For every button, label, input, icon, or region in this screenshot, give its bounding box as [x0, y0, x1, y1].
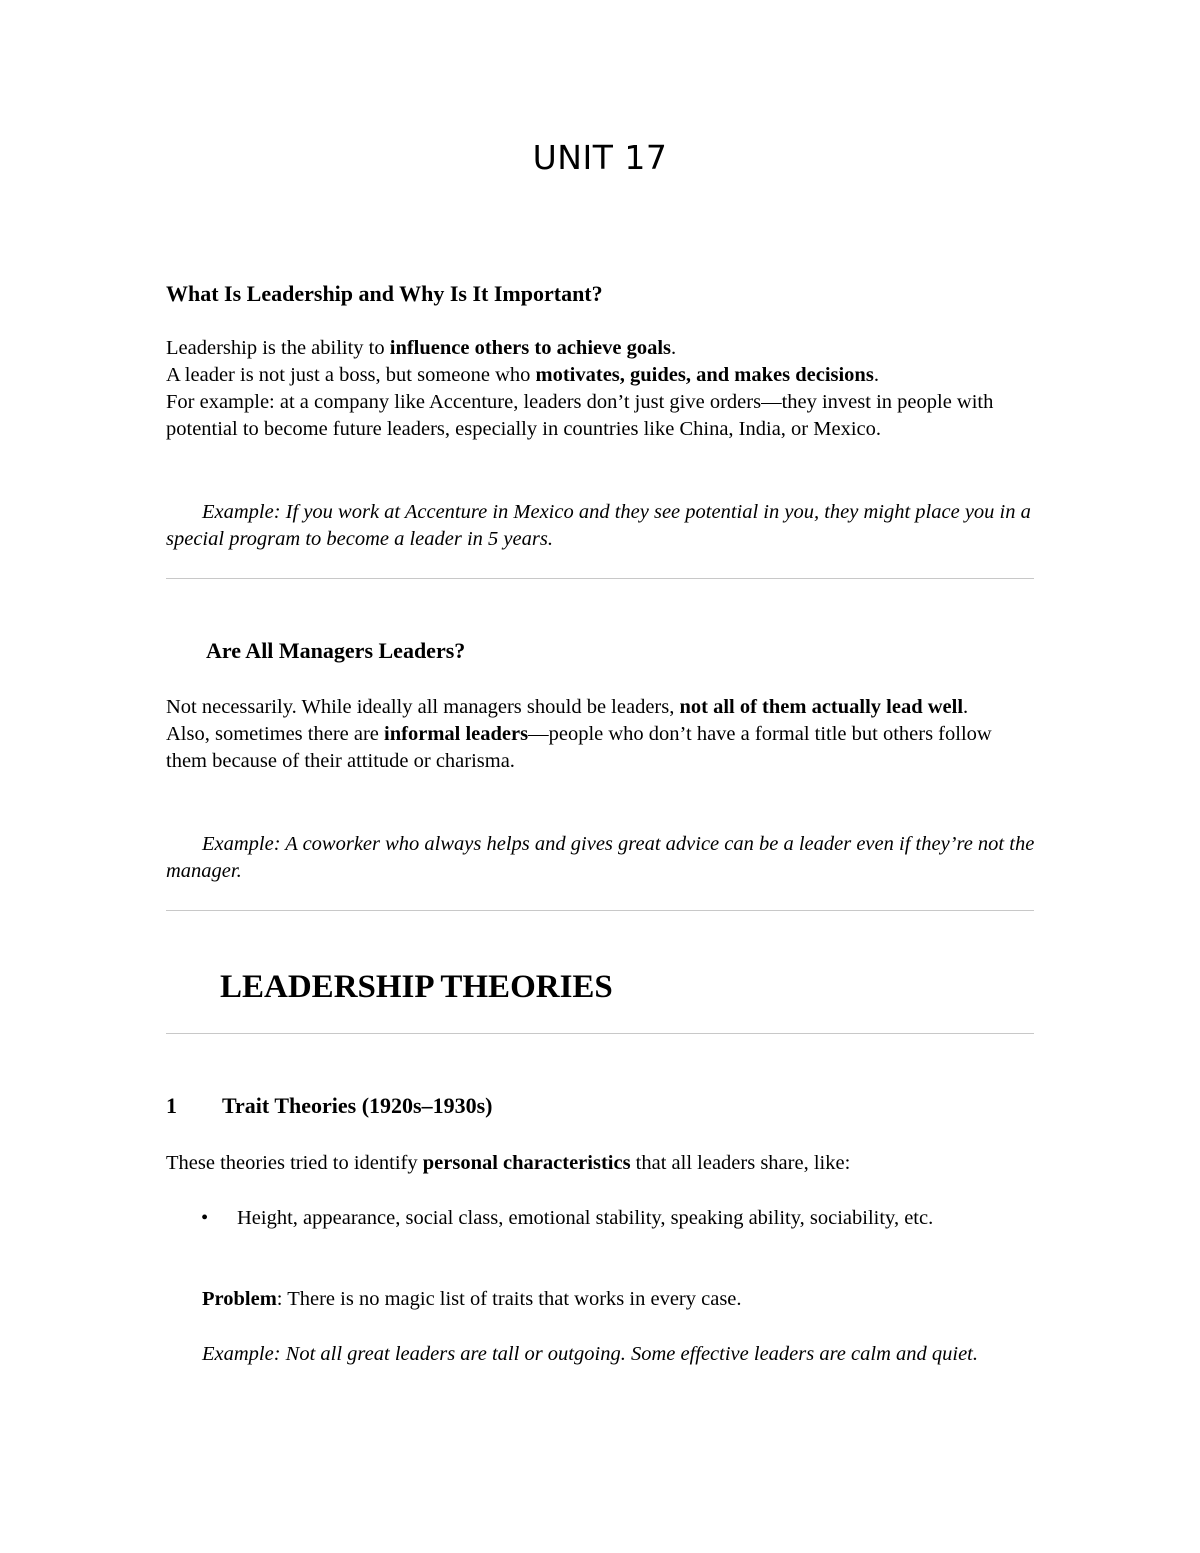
- bold-phrase: personal characteristics: [422, 1152, 631, 1174]
- bold-phrase: informal leaders: [384, 723, 529, 745]
- example-block: [166, 831, 1036, 885]
- bullet-icon: •: [201, 1207, 209, 1229]
- horizontal-rule: [166, 1033, 1034, 1034]
- section-managers-leaders-body: [166, 694, 1036, 775]
- problem-label: Problem: [202, 1288, 277, 1310]
- example-text: Example: A coworker who always helps and gives great advice can be a leader even if they’re not the manager.: [166, 833, 1035, 882]
- section-heading: What Is Leadership and Why Is It Important?: [166, 281, 603, 306]
- paragraph: Leadership is the ability to influence others to achieve goals.: [166, 337, 677, 359]
- horizontal-rule: [166, 910, 1034, 911]
- unit-title: UNIT 17: [532, 138, 668, 177]
- paragraph: Problem: There is no magic list of traits that works in every case.: [202, 1288, 742, 1310]
- section-what-is-leadership: [166, 280, 1036, 308]
- trait-list: [166, 1205, 1036, 1232]
- paragraph: For example: at a company like Accenture, leaders don’t just give orders—they invest in people with potential to become future leaders, especially in countries like China, India, or Mexico.: [166, 391, 994, 440]
- bold-phrase: influence others to achieve goals: [389, 337, 672, 359]
- bold-phrase: motivates, guides, and makes decisions: [535, 364, 874, 386]
- section-heading: Are All Managers Leaders?: [206, 638, 466, 663]
- heading-number: 1: [166, 1093, 177, 1118]
- section-managers-leaders: [206, 637, 1036, 665]
- example-text: Example: Not all great leaders are tall or outgoing. Some effective leaders are calm and quiet.: [202, 1343, 978, 1365]
- bold-phrase: not all of them actually lead well: [679, 696, 964, 718]
- example-block: [166, 1341, 1036, 1368]
- trait-theories-heading: [166, 1092, 493, 1120]
- list-item: • Height, appearance, social class, emotional stability, speaking ability, sociability, etc.: [166, 1205, 1036, 1232]
- heading-text: Trait Theories (1920s–1930s): [222, 1093, 493, 1118]
- leadership-theories-title: LEADERSHIP THEORIES: [220, 969, 613, 1005]
- horizontal-rule: [166, 578, 1034, 579]
- section-what-is-leadership-body: [166, 335, 1036, 443]
- paragraph: Not necessarily. While ideally all managers should be leaders, not all of them actually lead well.: [166, 696, 969, 718]
- trait-theories-intro: [166, 1150, 1036, 1177]
- paragraph: These theories tried to identify personal characteristics that all leaders share, like:: [166, 1152, 851, 1174]
- example-block: [166, 499, 1036, 553]
- paragraph: A leader is not just a boss, but someone who motivates, guides, and makes decisions.: [166, 364, 879, 386]
- problem-block: [202, 1286, 1036, 1313]
- paragraph: Also, sometimes there are informal leaders—people who don’t have a formal title but others follow them because of their attitude or charisma.: [166, 723, 992, 772]
- example-text: Example: If you work at Accenture in Mexico and they see potential in you, they might place you in a special program to become a leader in 5 years.: [166, 501, 1031, 550]
